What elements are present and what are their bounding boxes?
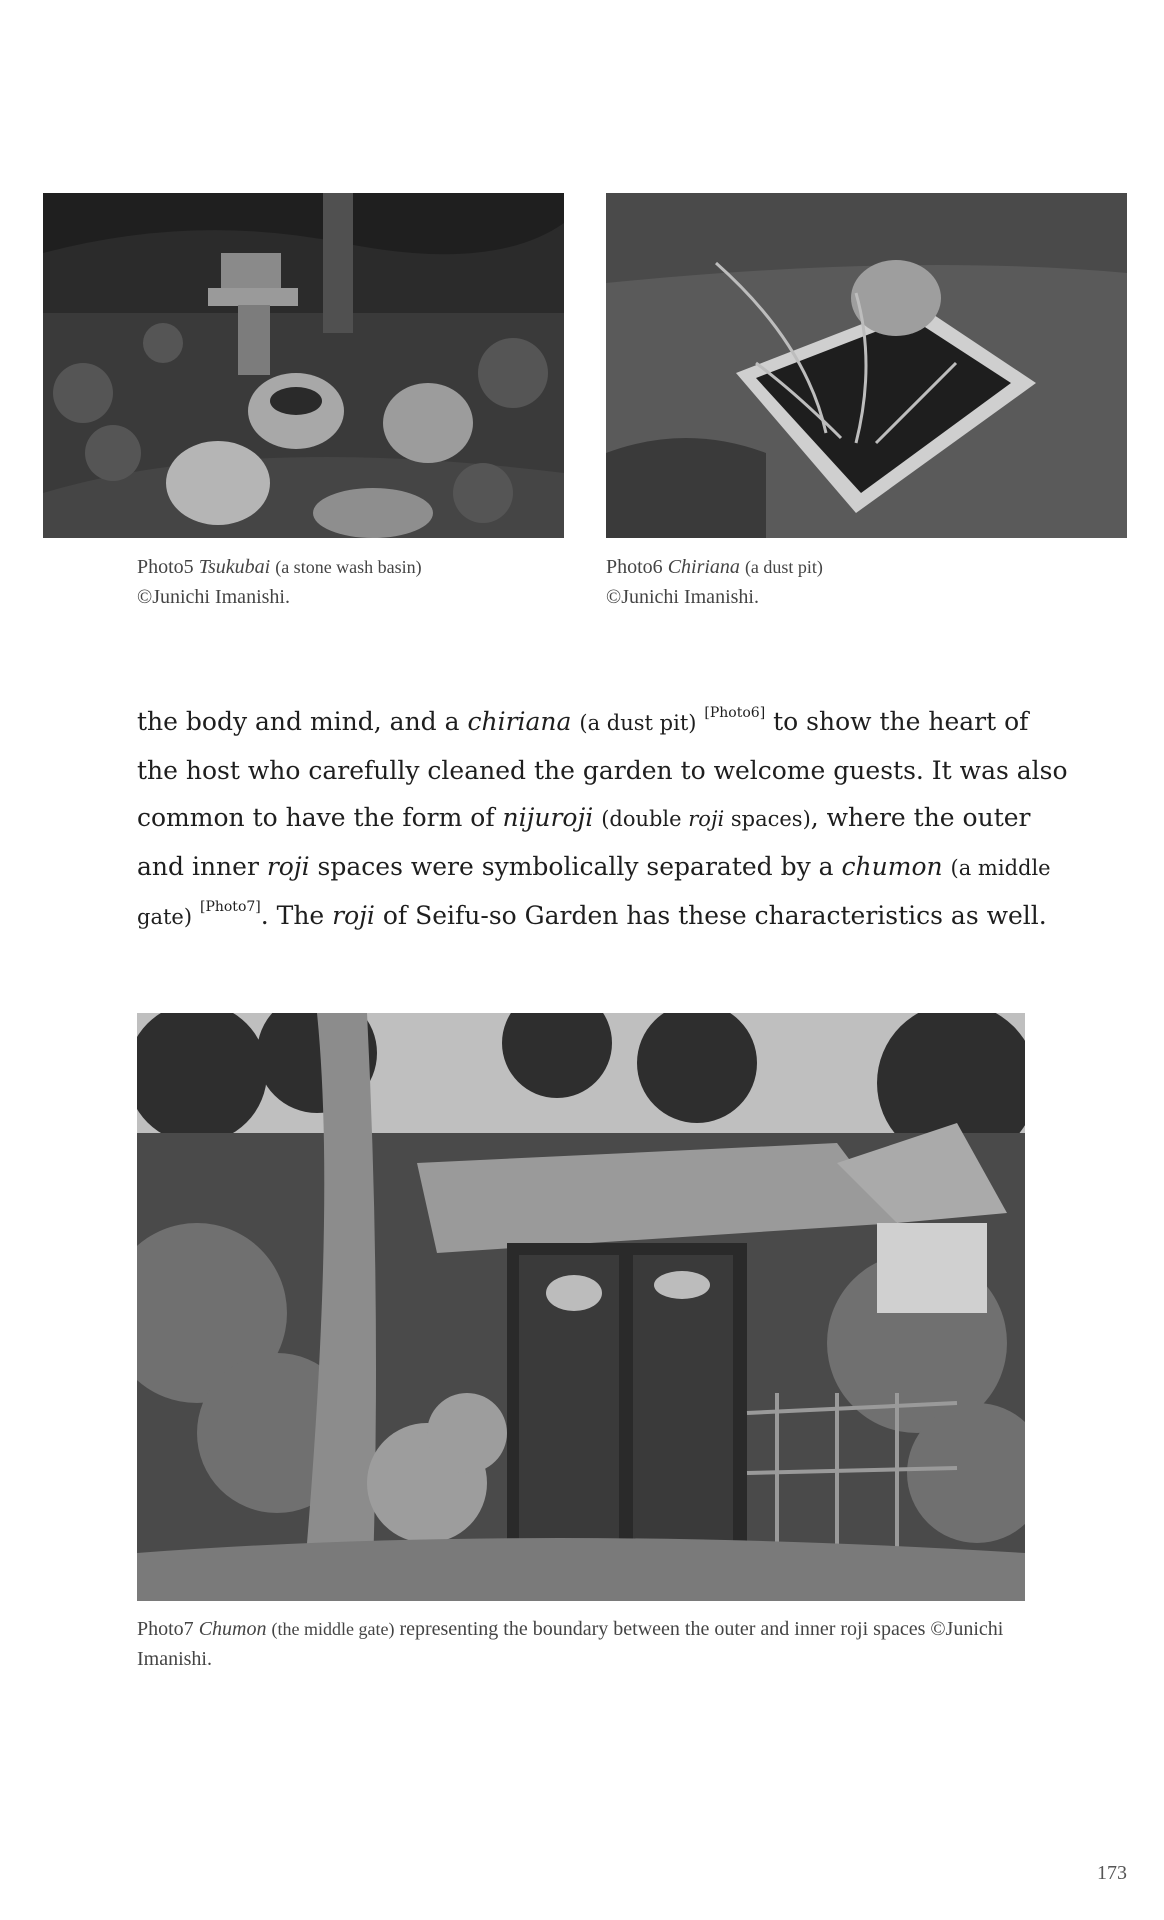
photo-ref: [Photo6] (704, 705, 766, 721)
photo-ref: [Photo7] (199, 899, 261, 915)
caption-text: representing the boundary between the outer and inner roji spaces ©Junichi Imanishi. (137, 1618, 1004, 1670)
body-line-5: gate) [Photo7]. The roji of Seifu-so Garden has these characteristics as well. (137, 899, 1047, 930)
photo-chumon (137, 1013, 1025, 1601)
caption-gloss: (the middle gate) (271, 1619, 395, 1639)
caption-term: Tsukubai (198, 556, 271, 578)
body-line-2: the host who carefully cleaned the garden to welcome guests. It was also (137, 756, 1068, 785)
body-line-1: the body and mind, and a chiriana (a dust pit) [Photo6] to show the heart of (137, 705, 1029, 736)
caption-photo6 (606, 552, 1046, 612)
body-line-3: common to have the form of nijuroji (double roji spaces), where the outer (137, 803, 1031, 832)
caption-term: Chumon (198, 1618, 267, 1640)
photo-chiriana (606, 193, 1127, 538)
caption-term: Chiriana (667, 556, 740, 578)
photo-tsukubai (43, 193, 564, 538)
body-line-4: and inner roji spaces were symbolically separated by a chumon (a middle (137, 852, 1051, 881)
caption-gloss: (a stone wash basin) (275, 557, 422, 577)
page-number: 173 (1097, 1862, 1127, 1884)
caption-credit: ©Junichi Imanishi. (137, 586, 290, 608)
caption-photo5 (137, 552, 577, 612)
body-paragraph (137, 698, 1068, 941)
caption-gloss: (a dust pit) (744, 557, 823, 577)
caption-label: Photo5 (137, 556, 194, 578)
caption-photo7 (137, 1614, 1025, 1674)
caption-label: Photo7 (137, 1618, 194, 1640)
caption-credit: ©Junichi Imanishi. (606, 586, 759, 608)
caption-label: Photo6 (606, 556, 663, 578)
